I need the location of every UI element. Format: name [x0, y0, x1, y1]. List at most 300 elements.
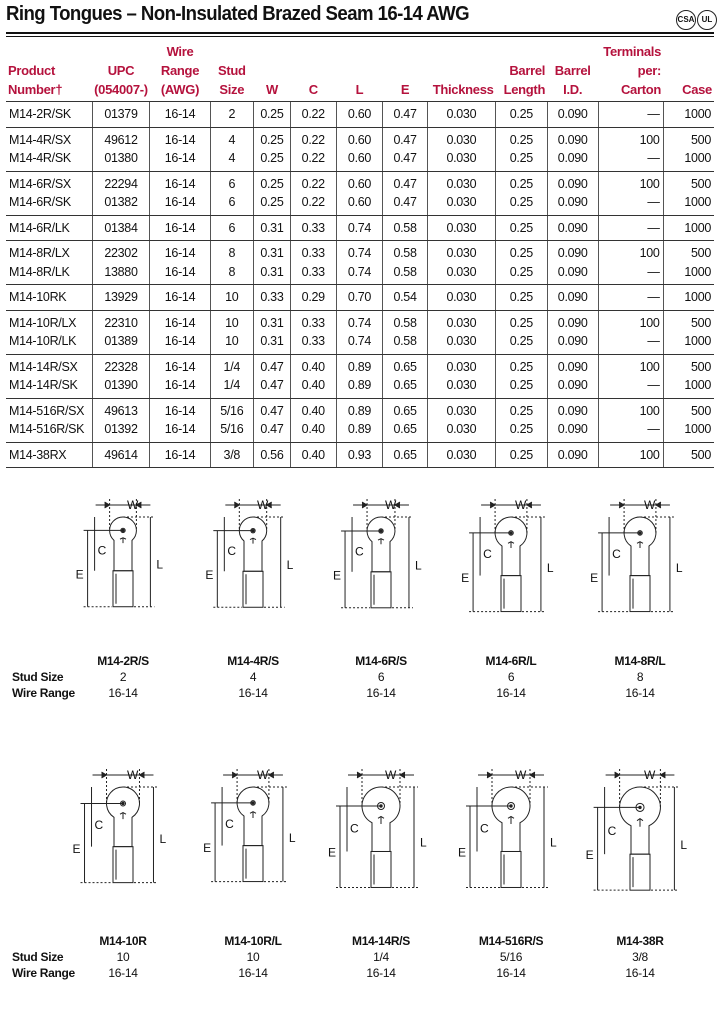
w-arrow-left — [490, 502, 495, 508]
table-cell: 0.40 — [290, 398, 336, 420]
table-row — [6, 310, 714, 332]
table-cell: 0.030 — [427, 263, 495, 285]
column-header: UPC (054007-) — [92, 42, 150, 102]
table-cell: M14-10R/LK — [6, 332, 92, 354]
table-cell: 16-14 — [150, 285, 210, 311]
table-cell: 1000 — [663, 420, 714, 442]
w-label: W — [385, 768, 397, 782]
e-label: E — [461, 571, 470, 586]
table-cell: 0.22 — [290, 193, 336, 215]
table-cell: M14-10RK — [6, 285, 92, 311]
table-cell: 5/16 — [210, 420, 253, 442]
table-cell: 0.40 — [290, 442, 336, 468]
diagram-caption — [456, 653, 566, 701]
table-cell: 0.25 — [496, 215, 548, 241]
e-label: E — [458, 845, 467, 860]
w-label: W — [385, 498, 397, 512]
table-cell: 1000 — [663, 149, 714, 171]
table-cell: 16-14 — [150, 241, 210, 263]
table-cell: 0.33 — [290, 332, 336, 354]
e-label: E — [75, 567, 84, 582]
table-cell: 0.030 — [427, 398, 495, 420]
table-cell: 1000 — [663, 285, 714, 311]
diagram-wire-range: 16-14 — [108, 966, 138, 980]
table-cell: 100 — [598, 241, 663, 263]
table-cell: M14-6R/SX — [9, 176, 71, 191]
table-cell: 01380 — [92, 149, 150, 171]
w-label: W — [127, 768, 139, 782]
table-cell: 0.31 — [253, 215, 290, 241]
table-cell: 0.25 — [496, 241, 548, 263]
table-cell: 0.030 — [427, 376, 495, 398]
table-row — [6, 398, 714, 420]
table-cell: 1000 — [663, 215, 714, 241]
e-label: E — [585, 847, 594, 862]
diagram-stud-size: 6 — [507, 670, 515, 684]
table-cell: 01392 — [92, 420, 150, 442]
diagram-wire-range: 16-14 — [238, 966, 268, 980]
terminal-ring-outline — [239, 517, 266, 571]
table-cell: 0.60 — [336, 102, 383, 128]
table-cell: 0.89 — [336, 376, 383, 398]
c-label: C — [480, 821, 489, 836]
table-cell: 0.22 — [290, 149, 336, 171]
table-cell: 16-14 — [150, 332, 210, 354]
terminal-diagram — [580, 765, 700, 915]
column-header: Terminals per: Carton — [598, 42, 663, 102]
diagram-caption — [456, 933, 566, 981]
table-cell: 4 — [210, 149, 253, 171]
diagram-wire-range: 16-14 — [238, 686, 268, 700]
w-arrow-right — [269, 772, 274, 778]
l-label: L — [550, 835, 557, 850]
table-cell: 6 — [210, 171, 253, 193]
w-arrow-right — [656, 502, 661, 508]
table-cell: 0.60 — [336, 171, 383, 193]
terminal-diagram — [63, 765, 183, 915]
table-cell: 0.030 — [427, 171, 495, 193]
table-cell: 0.25 — [496, 376, 548, 398]
table-cell: 0.33 — [290, 263, 336, 285]
table-cell: 0.31 — [253, 263, 290, 285]
c-label: C — [225, 817, 234, 832]
table-cell: 0.030 — [427, 420, 495, 442]
column-header: Product Number† — [6, 42, 92, 102]
table-cell: 4 — [210, 127, 253, 149]
table-row — [6, 215, 714, 241]
l-label: L — [680, 837, 688, 852]
diagram-caption — [68, 653, 178, 701]
table-cell: 0.25 — [496, 102, 548, 128]
table-cell: 16-14 — [150, 376, 210, 398]
table-cell: 0.25 — [253, 193, 290, 215]
wire-range-label: Wire Range — [12, 966, 75, 980]
table-cell: 0.25 — [496, 193, 548, 215]
column-header: Thickness — [427, 42, 495, 102]
terminal-diagram — [580, 495, 700, 645]
diagram-wire-range: 16-14 — [496, 686, 526, 700]
table-cell: 01389 — [92, 332, 150, 354]
table-row — [6, 171, 714, 193]
table-cell: 0.74 — [336, 263, 383, 285]
table-row — [6, 193, 714, 215]
table-cell: 3/8 — [210, 442, 253, 468]
table-cell: 01384 — [92, 215, 150, 241]
table-cell: M14-516R/SX — [9, 403, 85, 418]
terminal-diagram — [193, 495, 313, 645]
table-cell: — — [598, 193, 663, 215]
l-label: L — [675, 561, 683, 576]
table-cell: 0.58 — [383, 241, 427, 263]
table-cell: 8 — [210, 263, 253, 285]
diagram-part-number: M14-6R/S — [355, 654, 407, 668]
l-label: L — [288, 831, 296, 846]
table-cell: 13880 — [92, 263, 150, 285]
table-cell: 01382 — [92, 193, 150, 215]
column-header: Case — [663, 42, 714, 102]
l-label: L — [156, 557, 164, 572]
table-cell: 0.40 — [290, 376, 336, 398]
l-label: L — [546, 561, 554, 576]
terminal-diagram — [451, 495, 571, 645]
c-label: C — [483, 547, 492, 562]
table-cell: 100 — [598, 354, 663, 376]
e-label: E — [333, 568, 342, 583]
diagram-stud-size: 1/4 — [373, 950, 389, 964]
table-row — [6, 285, 714, 311]
diagram-stud-size: 6 — [377, 670, 385, 684]
table-cell: — — [598, 285, 663, 311]
table-row — [6, 332, 714, 354]
table-cell: 01390 — [92, 376, 150, 398]
diagram-caption — [585, 933, 695, 981]
table-cell: 0.65 — [383, 442, 427, 468]
table-cell: 0.47 — [383, 102, 427, 128]
table-cell: 0.65 — [383, 420, 427, 442]
table-cell: 10 — [210, 285, 253, 311]
c-label: C — [350, 821, 359, 836]
w-arrow-left — [357, 772, 362, 778]
table-cell: 16-14 — [150, 354, 210, 376]
table-cell: 5/16 — [210, 398, 253, 420]
table-cell: 0.25 — [496, 354, 548, 376]
diagram-part-number: M14-4R/S — [227, 654, 279, 668]
table-cell: 0.65 — [383, 376, 427, 398]
w-label: W — [127, 498, 139, 512]
table-cell: 100 — [598, 171, 663, 193]
c-label: C — [227, 543, 236, 558]
table-cell: — — [598, 149, 663, 171]
w-arrow-right — [530, 772, 535, 778]
table-cell: 0.25 — [496, 420, 548, 442]
c-label: C — [355, 544, 364, 559]
table-cell: 0.74 — [336, 332, 383, 354]
table-cell: M14-38RX — [6, 442, 92, 468]
diagram-wire-range: 16-14 — [496, 966, 526, 980]
spec-table-header — [6, 42, 714, 102]
table-cell: 0.31 — [253, 310, 290, 332]
title-rule — [6, 32, 714, 34]
w-arrow-right — [139, 772, 144, 778]
diagram-stud-size: 8 — [636, 670, 644, 684]
table-cell: 500 — [663, 442, 714, 468]
table-cell: M14-14R/SX — [9, 359, 78, 374]
ul-cert-icon: UL — [697, 10, 717, 30]
w-arrow-right — [400, 772, 405, 778]
e-label: E — [72, 842, 81, 857]
table-cell: 0.58 — [383, 215, 427, 241]
table-cell: M14-8R/LK — [6, 263, 92, 285]
table-cell: 0.29 — [290, 285, 336, 311]
table-cell: 0.47 — [253, 420, 290, 442]
table-cell: 0.090 — [547, 398, 598, 420]
table-cell: 01379 — [92, 102, 150, 128]
table-cell: 0.33 — [290, 215, 336, 241]
table-cell: 0.25 — [496, 310, 548, 332]
table-cell: 0.25 — [253, 149, 290, 171]
table-row — [6, 376, 714, 398]
diagram-caption — [326, 653, 436, 701]
diagram-stud-size: 5/16 — [499, 950, 523, 964]
table-cell: 6 — [210, 215, 253, 241]
w-arrow-left — [232, 772, 237, 778]
table-cell: 1000 — [663, 102, 714, 128]
table-cell: 0.74 — [336, 241, 383, 263]
table-cell: 0.090 — [547, 354, 598, 376]
table-cell: 0.030 — [427, 332, 495, 354]
table-cell: 16-14 — [150, 420, 210, 442]
table-cell: 16-14 — [150, 398, 210, 420]
table-cell: M14-14R/SK — [6, 376, 92, 398]
table-cell: 22294 — [92, 171, 150, 193]
table-cell: 0.47 — [383, 193, 427, 215]
table-cell: 1000 — [663, 376, 714, 398]
table-cell: 0.22 — [290, 171, 336, 193]
table-cell: 49613 — [92, 398, 150, 420]
table-cell: 0.22 — [290, 102, 336, 128]
c-label: C — [607, 823, 617, 838]
l-label: L — [159, 832, 167, 847]
diagram-stud-size: 3/8 — [632, 950, 648, 964]
table-cell: 8 — [210, 241, 253, 263]
table-cell: 16-14 — [150, 149, 210, 171]
diagram-stud-size: 2 — [119, 670, 127, 684]
table-cell: M14-6R/SK — [6, 193, 92, 215]
table-cell: 0.74 — [336, 215, 383, 241]
table-cell: 0.25 — [496, 171, 548, 193]
table-cell: 13929 — [92, 285, 150, 311]
table-cell: 0.47 — [383, 127, 427, 149]
w-label: W — [644, 768, 656, 782]
table-cell: — — [598, 263, 663, 285]
table-cell: 500 — [663, 398, 714, 420]
table-cell: 0.70 — [336, 285, 383, 311]
table-cell: 0.090 — [547, 193, 598, 215]
table-cell: M14-8R/LX — [9, 246, 70, 260]
table-cell: 0.58 — [383, 332, 427, 354]
title-rule-thin — [6, 36, 714, 37]
wire-range-label: Wire Range — [12, 686, 75, 700]
table-row — [6, 127, 714, 149]
table-cell: 0.47 — [383, 149, 427, 171]
table-cell: 0.58 — [383, 310, 427, 332]
table-cell: 0.22 — [290, 127, 336, 149]
table-cell: 0.65 — [383, 354, 427, 376]
table-cell: 0.31 — [253, 241, 290, 263]
w-label: W — [515, 498, 527, 512]
diagram-caption — [585, 653, 695, 701]
table-cell: 0.030 — [427, 285, 495, 311]
terminal-diagram — [63, 495, 183, 645]
w-arrow-left — [105, 502, 110, 508]
w-arrow-left — [487, 772, 492, 778]
table-cell: 10 — [210, 332, 253, 354]
table-cell: — — [598, 376, 663, 398]
table-cell: 0.030 — [427, 193, 495, 215]
table-cell: 16-14 — [150, 127, 210, 149]
table-cell: 0.89 — [336, 354, 383, 376]
terminal-ring-outline — [110, 517, 137, 571]
table-cell: 0.25 — [253, 102, 290, 128]
c-label: C — [612, 547, 621, 562]
stud-size-label: Stud Size — [12, 670, 64, 684]
diagram-caption — [326, 933, 436, 981]
table-cell: 0.030 — [427, 354, 495, 376]
column-header: Wire Range (AWG) — [150, 42, 210, 102]
column-header: E — [383, 42, 427, 102]
w-label: W — [515, 768, 527, 782]
table-cell: 0.090 — [547, 420, 598, 442]
table-cell: 500 — [663, 171, 714, 193]
table-cell: 0.030 — [427, 241, 495, 263]
table-cell: 0.33 — [290, 241, 336, 263]
table-cell: 100 — [598, 398, 663, 420]
w-label: W — [257, 498, 269, 512]
diagram-stud-size: 4 — [249, 670, 257, 684]
table-cell: 49614 — [92, 442, 150, 468]
table-cell: 0.60 — [336, 149, 383, 171]
table-cell: 0.25 — [253, 127, 290, 149]
stud-size-label: Stud Size — [12, 950, 64, 964]
diagram-caption — [198, 653, 308, 701]
diagram-wire-range: 16-14 — [366, 686, 396, 700]
w-arrow-left — [615, 772, 620, 778]
table-cell: 22302 — [92, 241, 150, 263]
table-row — [6, 149, 714, 171]
terminal-diagram — [193, 765, 313, 915]
diagram-part-number: M14-516R/S — [478, 934, 544, 948]
table-cell: 0.090 — [547, 376, 598, 398]
table-cell: 22328 — [92, 354, 150, 376]
table-cell: M14-516R/SK — [6, 420, 92, 442]
table-cell: 0.25 — [496, 149, 548, 171]
diagram-caption — [198, 933, 308, 981]
column-header: Barrel I.D. — [547, 42, 598, 102]
column-header: C — [290, 42, 336, 102]
terminal-diagram — [451, 765, 571, 915]
l-label: L — [414, 558, 422, 573]
table-cell: — — [598, 420, 663, 442]
table-cell: 0.31 — [253, 332, 290, 354]
table-cell: 0.030 — [427, 310, 495, 332]
table-cell: 0.47 — [253, 354, 290, 376]
terminal-diagram — [321, 765, 441, 915]
table-cell: 16-14 — [150, 310, 210, 332]
table-cell: M14-6R/LK — [6, 215, 92, 241]
table-cell: 16-14 — [150, 263, 210, 285]
table-cell: 0.25 — [496, 442, 548, 468]
w-arrow-left — [619, 502, 624, 508]
table-cell: 0.47 — [253, 398, 290, 420]
table-row — [6, 241, 714, 263]
diagram-wire-range: 16-14 — [625, 686, 655, 700]
table-cell: 16-14 — [150, 102, 210, 128]
w-arrow-right — [527, 502, 532, 508]
diagram-part-number: M14-10R/L — [224, 934, 282, 948]
e-label: E — [203, 841, 212, 856]
table-cell: 0.090 — [547, 171, 598, 193]
table-cell: M14-4R/SK — [6, 149, 92, 171]
table-cell: 0.60 — [336, 127, 383, 149]
table-cell: 0.030 — [427, 149, 495, 171]
spec-table — [6, 42, 714, 468]
table-cell: 1/4 — [210, 376, 253, 398]
table-cell: 0.33 — [253, 285, 290, 311]
l-label: L — [286, 557, 294, 572]
w-arrow-right — [660, 772, 665, 778]
table-cell: 16-14 — [150, 193, 210, 215]
table-row — [6, 354, 714, 376]
w-label: W — [257, 768, 269, 782]
diagram-part-number: M14-38R — [616, 934, 664, 948]
table-cell: M14-10R/LX — [9, 315, 77, 330]
table-cell: 22310 — [92, 310, 150, 332]
diagram-part-number: M14-10R — [99, 934, 147, 948]
diagram-part-number: M14-2R/S — [97, 654, 149, 668]
table-cell: 0.40 — [290, 354, 336, 376]
table-cell: 0.090 — [547, 310, 598, 332]
l-label: L — [420, 835, 427, 850]
csa-cert-icon: CSA — [676, 10, 696, 30]
w-arrow-left — [234, 502, 239, 508]
column-header: Barrel Length — [496, 42, 548, 102]
e-label: E — [205, 567, 214, 582]
table-cell: M14-2R/SK — [6, 102, 92, 128]
table-cell: — — [598, 332, 663, 354]
table-cell: 500 — [663, 241, 714, 263]
column-header: Stud Size — [210, 42, 253, 102]
table-row — [6, 442, 714, 468]
table-cell: 0.090 — [547, 241, 598, 263]
table-cell: 0.25 — [496, 263, 548, 285]
table-cell: 0.93 — [336, 442, 383, 468]
table-cell: 0.090 — [547, 215, 598, 241]
table-cell: 16-14 — [150, 171, 210, 193]
table-cell: 0.090 — [547, 442, 598, 468]
table-cell: 0.33 — [290, 310, 336, 332]
table-cell: 0.54 — [383, 285, 427, 311]
table-cell: 0.090 — [547, 102, 598, 128]
table-cell: 1000 — [663, 193, 714, 215]
table-cell: 0.25 — [496, 332, 548, 354]
c-label: C — [94, 818, 104, 833]
table-cell: 0.030 — [427, 215, 495, 241]
terminal-ring-outline — [367, 517, 395, 572]
w-label: W — [644, 498, 656, 512]
table-cell: 0.47 — [383, 171, 427, 193]
table-cell: 0.090 — [547, 332, 598, 354]
table-cell: 500 — [663, 354, 714, 376]
